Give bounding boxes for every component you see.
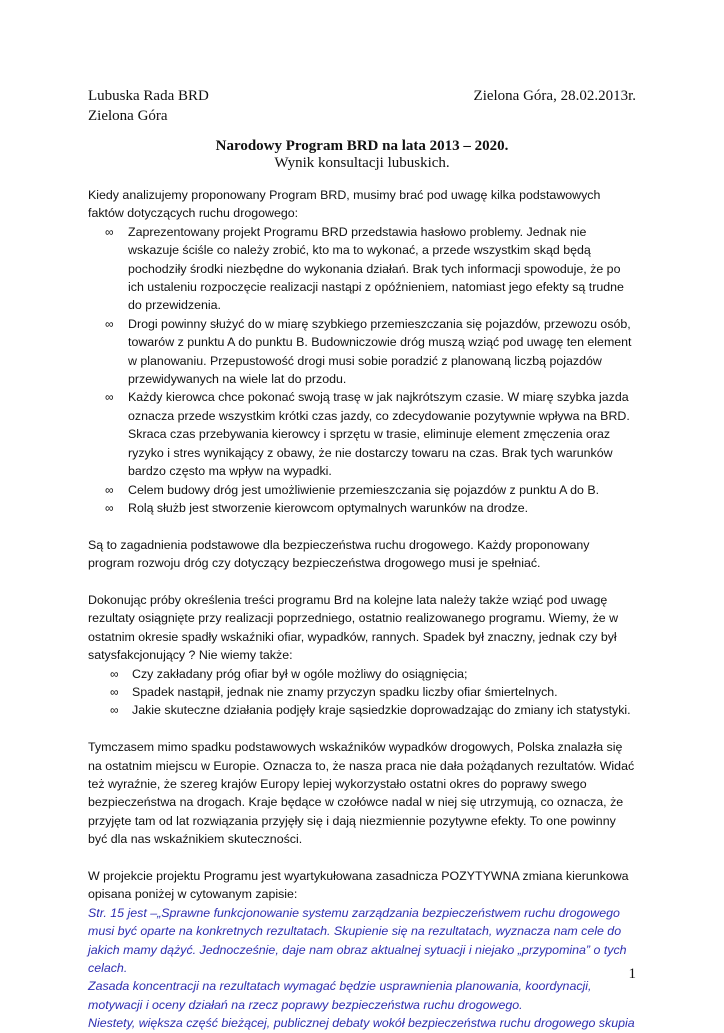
sender-organization: Lubuska Rada BRD <box>88 88 209 104</box>
infinity-bullet-icon: ∞ <box>110 703 119 718</box>
questions-list <box>88 665 636 720</box>
infinity-bullet-icon: ∞ <box>105 390 114 405</box>
document-title <box>88 138 636 172</box>
list-item: ∞ Jakie skuteczne działania podjęły kraje sąsiedzkie doprowadzając do zmiany ich statystyki. <box>88 701 636 719</box>
page-number: 1 <box>628 966 636 982</box>
infinity-bullet-icon: ∞ <box>110 666 119 681</box>
sender-city: Zielona Góra <box>88 108 168 124</box>
list-item: ∞ Każdy kierowca chce pokonać swoją trasę w jak najkrótszym czasie. W miarę szybka jazda oznacza przede wszystkim krótki czas jazdy, co zdecydowanie pozytywnie wpływa na BRD. Skraca czas przebywania kierowcy i sprzętu w trasie, eliminuje element zmęczenia oraz ryzyko i stres wynikający z obawy, że nie dostarczy towaru na czas. Brak tych warunków bardzo często ma wpływ na wypadki. <box>105 390 630 479</box>
list-item: ∞ Spadek nastąpił, jednak nie znamy przyczyn spadku liczby ofiar śmiertelnych. <box>88 683 636 701</box>
projection-paragraph: W projekcie projektu Programu jest wyartykułowana zasadnicza POZYTYWNA zmiana kierunkowa opisana poniżej w cytowanym zapisie: <box>88 868 629 902</box>
document-body <box>88 186 636 1033</box>
place-and-date: Zielona Góra, 28.02.2013r. <box>473 88 636 104</box>
intro-paragraph: Kiedy analizujemy proponowany Program BRD, musimy brać pod uwagę kilka podstawowych faktów dotyczących ruchu drogowego: <box>88 188 601 221</box>
basic-issues-paragraph: Są to zagadnienia podstawowe dla bezpieczeństwa ruchu drogowego. Każdy proponowany program rozwoju dróg czy dotyczący bezpieczeństwa drogowego musi je spełniać. <box>88 537 590 571</box>
letter-header <box>88 86 636 126</box>
quoted-text-2: Zasada koncentracji na rezultatach wymagać będzie usprawnienia planowania, koordynacji, motywacji i oceny działań na rzecz poprawy bezpieczeństwa ruchu drogowego. <box>88 979 592 1012</box>
quoted-text-3: Niestety, większa część bieżącej, publicznej debaty wokół bezpieczeństwa ruchu drogowego skupia <box>88 1016 635 1031</box>
title-sub: Wynik konsultacji lubuskich. <box>274 155 450 171</box>
title-main: Narodowy Program BRD na lata 2013 – 2020. <box>215 138 509 154</box>
list-item: ∞ Zaprezentowany projekt Programu BRD przedstawia hasłowo problemy. Jednak nie wskazuje ściśle co należy zrobić, kto ma to wykonać, a przede wszystkim skąd będą pochodziły środki niezbędne do wykonania działań. Brak tych informacji spowoduje, że po ich ustaleniu rozpoczęcie realizacji nastąpi z opóźnieniem, natomiast jego efekty są trudne do przewidzenia. <box>105 224 624 313</box>
europe-comparison-paragraph: Tymczasem mimo spadku podstawowych wskaźników wypadków drogowych, Polska znalazła się na ostatnim miejscu w Europie. Oznacza to, że nasza praca nie dała pożądanych rezultatów. Widać też wyraźnie, że szereg krajów Europy lepiej wykorzystało ostatni okres do poprawy swego bezpieczeństwa na drogach. Kraje będące w czołówce nadal w niej się utrzymują, co oznacza, że przyjęte tam od lat rozwiązania przyjęły się i dają niezmiennie pozytywne efekty. To one powinny być dla nas wskaźnikiem skuteczności. <box>88 740 635 847</box>
infinity-bullet-icon: ∞ <box>110 684 119 699</box>
list-item: ∞ Czy zakładany próg ofiar był w ogóle możliwy do osiągnięcia; <box>88 665 636 683</box>
previous-program-paragraph: Dokonując próby określenia treści programu Brd na kolejne lata należy także wziąć pod uwagę rezultaty osiągnięte przy realizacji poprzedniego, ostatnio realizowanego programu. Wiemy, że w ostatnim okresie spadły wskaźniki ofiar, wypadków, rannych. Spadek był znaczny, jednak czy był satysfakcjonujący ? Nie wiemy także: <box>88 592 619 663</box>
infinity-bullet-icon: ∞ <box>105 316 114 331</box>
infinity-bullet-icon: ∞ <box>105 224 114 239</box>
facts-list <box>88 223 636 518</box>
infinity-bullet-icon: ∞ <box>105 500 114 515</box>
quoted-text-1: Str. 15 jest –„Sprawne funkcjonowanie systemu zarządzania bezpieczeństwem ruchu drogowego musi być oparte na konkretnych rezultatach. Skupienie się na rezultatach, wyznacza nam cele do jakich mamy dążyć. Jednocześnie, daje nam obraz aktualnej sytuacji i niejako „przypomina” o tych celach. <box>88 905 627 975</box>
list-item: ∞ Drogi powinny służyć do w miarę szybkiego przemieszczania się pojazdów, przewozu osób, towarów z punktu A do punktu B. Budowniczowie dróg muszą wziąć pod uwagę ten element w planowaniu. Przepustowość drogi musi sobie poradzić z planowaną liczbą pojazdów przewidywanych na wiele lat do przodu. <box>105 316 632 387</box>
list-item: ∞ Rolą służb jest stworzenie kierowcom optymalnych warunków na drodze. <box>88 499 636 517</box>
infinity-bullet-icon: ∞ <box>105 482 114 497</box>
list-item: ∞ Celem budowy dróg jest umożliwienie przemieszczania się pojazdów z punktu A do B. <box>88 481 636 499</box>
